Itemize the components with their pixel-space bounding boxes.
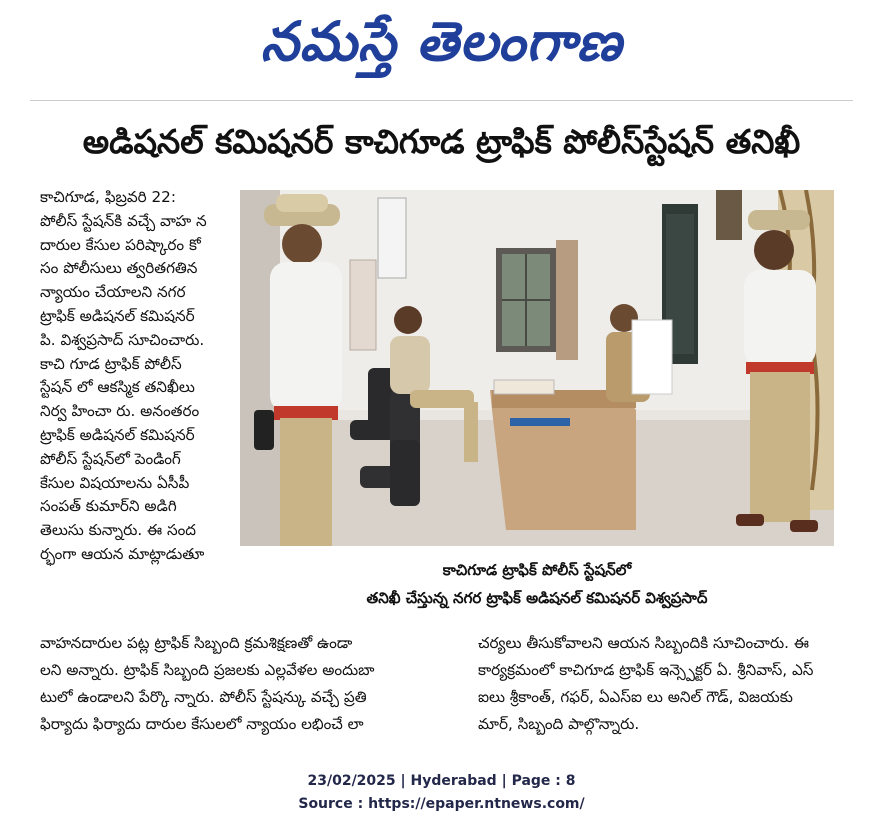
text-line: ట్రాఫిక్ అడిషనల్ కమిషనర్ — [40, 306, 195, 325]
footer-date-page: 23/02/2025 | Hyderabad | Page : 8 — [307, 773, 576, 789]
caption-line: కాచిగూడ ట్రాఫిక్ పోలీస్ స్టేషన్‌లో — [442, 561, 632, 579]
text-line: ఐలు శ్రీకాంత్, గఫర్, ఏఎస్ఐ లు అనిల్ గౌడ్, విజయకు — [478, 688, 793, 706]
text-line: కాచిగూడ, ఫిబ్రవరి 22: — [40, 188, 176, 206]
text-line: కేసుల విషయాలను ఏసీపీ — [40, 473, 190, 492]
photo-illustration — [240, 190, 834, 546]
article-left-column — [40, 186, 236, 567]
text-line: దారుల కేసుల పరిష్కారం కో — [40, 235, 201, 254]
text-line: పి. విశ్వప్రసాద్ సూచించారు. — [40, 330, 205, 349]
text-line: ర్భంగా ఆయన మాట్లాడుతూ — [40, 544, 205, 563]
text-line: టులో ఉండాలని పేర్కొ న్నారు. పోలీస్ స్టేషన్కు వచ్చే ప్రతి — [40, 688, 367, 706]
text-line: న్యాయం చేయాలని నగర — [40, 283, 186, 302]
news-photo — [240, 190, 834, 546]
text-line: కాచి గూడ ట్రాఫిక్ పోలీస్ — [40, 354, 182, 373]
text-line: తెలుసు కున్నారు. ఈ సంద — [40, 521, 197, 540]
text-line: స్టేషన్ లో ఆకస్మిక తనిఖీలు — [40, 378, 195, 397]
text-line: సంపత్ కుమార్‌ని అడిగి — [40, 497, 177, 516]
text-line: లని అన్నారు. ట్రాఫిక్ సిబ్బంది ప్రజలకు ఎల్లవేళల అందుబా — [40, 661, 375, 679]
text-line: ట్రాఫిక్ అడిషనల్ కమిషనర్ — [40, 425, 195, 444]
text-line: చర్యలు తీసుకోవాలని ఆయన సిబ్బందికి సూచించారు. ఈ — [478, 634, 809, 652]
text-line: మార్, సిబ్బంది పాల్గొన్నారు. — [478, 715, 640, 733]
article-bottom-left — [40, 630, 460, 738]
article-bottom-right — [478, 630, 838, 738]
masthead-logo: నమస్తే తెలంగాణ — [260, 9, 623, 73]
text-line: పోలీస్ స్టేషన్‌కి వచ్చే వాహ న — [40, 211, 207, 230]
epaper-footer — [0, 770, 883, 816]
text-line: నిర్వ హించా రు. అనంతరం — [40, 402, 200, 421]
text-line: పోలీస్ స్టేషన్‌లో పెండింగ్ — [40, 449, 181, 468]
newspaper-masthead — [0, 0, 883, 96]
photo-caption — [240, 556, 834, 612]
text-line: సం పోలీసులు త్వరితగతిన — [40, 259, 198, 278]
masthead-divider — [30, 100, 853, 101]
text-line: వాహనదారుల పట్ల ట్రాఫిక్ సిబ్బంది క్రమశిక్షణతో ఉండా — [40, 634, 353, 652]
text-line: కార్యక్రమంలో కాచిగూడ ట్రాఫిక్ ఇన్స్పెక్టర్ ఏ. శ్రీనివాస్, ఎస్ — [478, 661, 814, 679]
caption-line: తనిఖీ చేస్తున్న నగర ట్రాఫిక్ అడిషనల్ కమిషనర్ విశ్వప్రసాద్ — [366, 589, 708, 607]
article-headline: అడిషనల్ కమిషనర్ కాచిగూడ ట్రాఫిక్ పోలీస్‌స్టేషన్ తనిఖీ — [82, 122, 801, 161]
footer-source-link[interactable]: Source : https://epaper.ntnews.com/ — [298, 796, 585, 812]
text-line: ఫిర్యాదు ఫిర్యాదు దారుల కేసులలో న్యాయం లభించే లా — [40, 715, 364, 733]
